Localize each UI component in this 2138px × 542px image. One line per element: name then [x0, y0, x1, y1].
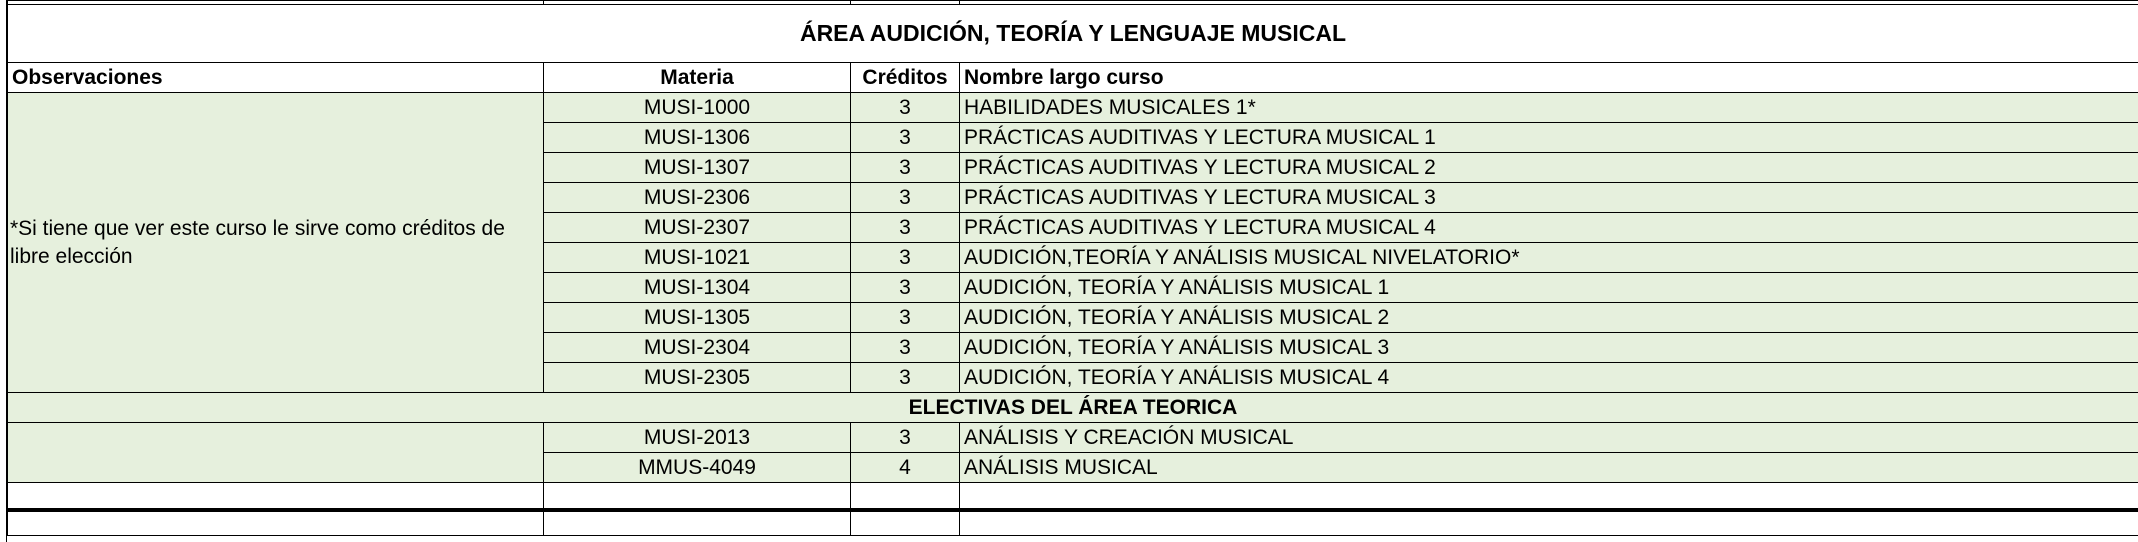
grid-cell[interactable] [544, 510, 851, 536]
course-table [7, 0, 2138, 536]
section-title-row [8, 5, 2138, 63]
course-credits[interactable]: 4 [851, 453, 960, 483]
course-code[interactable]: MUSI-2013 [544, 423, 851, 453]
course-credits[interactable]: 3 [851, 423, 960, 453]
course-code[interactable]: MUSI-2307 [544, 213, 851, 243]
grid-cell[interactable] [544, 483, 851, 511]
course-code[interactable]: MUSI-1021 [544, 243, 851, 273]
course-name[interactable]: PRÁCTICAS AUDITIVAS Y LECTURA MUSICAL 3 [960, 183, 2138, 213]
course-name[interactable]: AUDICIÓN, TEORÍA Y ANÁLISIS MUSICAL 4 [960, 363, 2138, 393]
header-nombre[interactable]: Nombre largo curso [960, 63, 2138, 93]
grid-cell[interactable] [8, 510, 544, 536]
header-materia[interactable]: Materia [544, 63, 851, 93]
course-name[interactable]: PRÁCTICAS AUDITIVAS Y LECTURA MUSICAL 1 [960, 123, 2138, 153]
blank-row [8, 510, 2138, 536]
course-credits[interactable]: 3 [851, 333, 960, 363]
course-credits[interactable]: 3 [851, 363, 960, 393]
sheet-left-edge [0, 0, 7, 542]
course-name[interactable]: PRÁCTICAS AUDITIVAS Y LECTURA MUSICAL 4 [960, 213, 2138, 243]
course-code[interactable]: MUSI-1000 [544, 93, 851, 123]
course-name[interactable]: AUDICIÓN, TEORÍA Y ANÁLISIS MUSICAL 3 [960, 333, 2138, 363]
grid-cell[interactable] [960, 483, 2138, 511]
course-code[interactable]: MMUS-4049 [544, 453, 851, 483]
grid-cell[interactable] [8, 483, 544, 511]
grid-cell[interactable] [851, 510, 960, 536]
course-code[interactable]: MUSI-1306 [544, 123, 851, 153]
header-observaciones[interactable]: Observaciones [8, 63, 544, 93]
grid-cell[interactable] [851, 483, 960, 511]
course-name[interactable]: ANÁLISIS Y CREACIÓN MUSICAL [960, 423, 2138, 453]
grid-cell[interactable] [960, 510, 2138, 536]
electives-observation-cell[interactable] [8, 423, 544, 483]
course-code[interactable]: MUSI-1304 [544, 273, 851, 303]
course-code[interactable]: MUSI-2304 [544, 333, 851, 363]
course-code[interactable]: MUSI-1305 [544, 303, 851, 333]
course-code[interactable]: MUSI-1307 [544, 153, 851, 183]
course-credits[interactable]: 3 [851, 183, 960, 213]
course-name[interactable]: AUDICIÓN,TEORÍA Y ANÁLISIS MUSICAL NIVELATORIO* [960, 243, 2138, 273]
course-credits[interactable]: 3 [851, 153, 960, 183]
section-title[interactable]: ÁREA AUDICIÓN, TEORÍA Y LENGUAJE MUSICAL [8, 5, 2138, 63]
course-code[interactable]: MUSI-2305 [544, 363, 851, 393]
course-credits[interactable]: 3 [851, 243, 960, 273]
course-name[interactable]: AUDICIÓN, TEORÍA Y ANÁLISIS MUSICAL 2 [960, 303, 2138, 333]
course-name[interactable]: PRÁCTICAS AUDITIVAS Y LECTURA MUSICAL 2 [960, 153, 2138, 183]
electives-title-row [8, 393, 2138, 423]
course-name[interactable]: HABILIDADES MUSICALES 1* [960, 93, 2138, 123]
course-credits[interactable]: 3 [851, 93, 960, 123]
course-name[interactable]: AUDICIÓN, TEORÍA Y ANÁLISIS MUSICAL 1 [960, 273, 2138, 303]
table-row [8, 93, 2138, 123]
observation-note[interactable]: *Si tiene que ver este curso le sirve como créditos de libre elección [8, 93, 544, 393]
blank-row [8, 483, 2138, 511]
course-credits[interactable]: 3 [851, 273, 960, 303]
course-credits[interactable]: 3 [851, 303, 960, 333]
course-credits[interactable]: 3 [851, 213, 960, 243]
course-name[interactable]: ANÁLISIS MUSICAL [960, 453, 2138, 483]
electives-title[interactable]: ELECTIVAS DEL ÁREA TEORICA [8, 393, 2138, 423]
header-creditos[interactable]: Créditos [851, 63, 960, 93]
course-credits[interactable]: 3 [851, 123, 960, 153]
table-row [8, 423, 2138, 453]
course-code[interactable]: MUSI-2306 [544, 183, 851, 213]
header-row [8, 63, 2138, 93]
